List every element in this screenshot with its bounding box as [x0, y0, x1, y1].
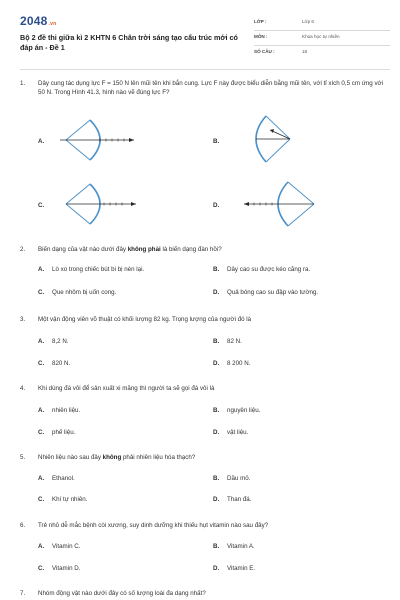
question-text — [38, 246, 388, 255]
meta-label: LỚP : — [254, 19, 267, 24]
option-text: Vitamin C. — [52, 543, 81, 550]
logo-text: 2048 — [20, 14, 48, 28]
meta-table — [254, 16, 390, 61]
option-letter: D. — [213, 565, 220, 572]
question-text: Dây cung tác dụng lực F = 150 N lên mũi tên khi bắn cung. Lực F này được biểu diễn bằng mũi tên, với tỉ xích 0,5 cm ứng với 50 N. Trong Hình 41.3, hình nào vẽ đúng lực F? — [38, 80, 383, 96]
site-logo[interactable] — [20, 14, 56, 28]
option-c[interactable] — [38, 565, 80, 574]
option-text: 820 N. — [52, 360, 71, 367]
option-a[interactable] — [38, 338, 69, 347]
meta-row-count — [254, 46, 390, 61]
option-text: Ethanol. — [52, 475, 75, 482]
option-text: Quả bóng cao su đập vào tường. — [227, 289, 319, 296]
option-letter: D. — [213, 289, 220, 296]
question-text: Trẻ nhỏ dễ mắc bệnh còi xương, suy dinh dưỡng khi thiếu hụt vitamin nào sau đây? — [38, 522, 269, 529]
logo-suffix: .vn — [48, 21, 57, 27]
meta-row-class — [254, 16, 390, 31]
option-letter-a[interactable]: A. — [38, 138, 45, 145]
option-a[interactable] — [38, 475, 75, 484]
option-text: 8 200 N. — [227, 360, 251, 367]
option-c[interactable] — [38, 429, 75, 438]
option-letter: B. — [213, 338, 220, 345]
question-number: 1. — [20, 80, 26, 87]
question-text: Một vận động viên võ thuật có khối lượng 82 kg. Trọng lượng của người đó là — [38, 316, 252, 323]
question-number: 7. — [20, 590, 26, 597]
option-text: nhiên liệu. — [52, 407, 81, 414]
option-letter: C. — [38, 429, 45, 436]
question-5 — [20, 454, 390, 506]
option-b[interactable] — [213, 338, 242, 347]
meta-value: Khoa học tự nhiên — [302, 34, 340, 39]
option-letter-d[interactable]: D. — [213, 202, 220, 209]
option-letter: C. — [38, 565, 45, 572]
option-letter: A. — [38, 543, 45, 550]
option-letter: C. — [38, 496, 45, 503]
question-text-part: Biến dạng của vật nào dưới đây — [38, 246, 128, 253]
option-d[interactable] — [213, 360, 250, 369]
option-a[interactable] — [38, 407, 80, 416]
question-3 — [20, 316, 390, 368]
meta-value: 18 — [302, 49, 308, 54]
question-1 — [20, 80, 390, 220]
meta-label: MÔN : — [254, 34, 268, 39]
question-number: 2. — [20, 246, 26, 253]
option-letter-b[interactable]: B. — [213, 138, 220, 145]
option-text: Vitamin A. — [227, 543, 255, 550]
question-2 — [20, 246, 390, 298]
option-d[interactable] — [213, 565, 255, 574]
question-7 — [20, 590, 390, 600]
option-letter: D. — [213, 429, 220, 436]
option-c[interactable] — [38, 496, 87, 505]
option-letter: B. — [213, 475, 220, 482]
option-text: Dây cao su được kéo căng ra. — [227, 266, 311, 273]
option-text: Than đá. — [227, 496, 252, 503]
question-number: 6. — [20, 522, 26, 529]
option-d[interactable] — [213, 429, 248, 438]
question-text-part: Nhiên liệu nào sau đây — [38, 454, 103, 461]
question-text-emphasis: không phải — [127, 246, 161, 253]
option-d[interactable] — [213, 289, 318, 298]
option-letter: A. — [38, 407, 45, 414]
option-letter: D. — [213, 360, 220, 367]
option-letter: A. — [38, 475, 45, 482]
bow-arrow-right-icon — [60, 182, 140, 226]
option-letter: B. — [213, 543, 220, 550]
option-text: Vitamin D. — [52, 565, 81, 572]
question-6 — [20, 522, 390, 574]
option-text: 8,2 N. — [52, 338, 69, 345]
option-text: Que nhôm bị uốn cong. — [52, 289, 117, 296]
bow-arrow-right-icon — [60, 118, 140, 162]
option-a[interactable] — [38, 266, 144, 275]
document-title: Bộ 2 đề thi giữa kì 2 KHTN 6 Chân trời sáng tạo cấu trúc mới có đáp án - Đề 1 — [20, 33, 238, 52]
option-text: phế liệu. — [52, 429, 76, 436]
question-number: 4. — [20, 385, 26, 392]
meta-value: Lớp 6 — [302, 19, 314, 24]
question-text — [38, 454, 388, 463]
option-c[interactable] — [38, 360, 70, 369]
option-d[interactable] — [213, 496, 251, 505]
document-header — [20, 14, 390, 70]
option-b[interactable] — [213, 407, 260, 416]
option-text: Lò xo trong chiếc bút bi bị nén lại. — [52, 266, 145, 273]
option-text: 82 N. — [227, 338, 242, 345]
question-text-part: phải nhiên liệu hóa thạch? — [121, 454, 196, 461]
option-b[interactable] — [213, 543, 255, 552]
option-text: vật liệu. — [227, 429, 249, 436]
header-divider — [20, 69, 390, 70]
option-letter: B. — [213, 266, 220, 273]
question-text-part: là biến dạng đàn hồi? — [160, 246, 222, 253]
question-4 — [20, 385, 390, 437]
option-letter-c[interactable]: C. — [38, 202, 45, 209]
option-text: Khí tự nhiên. — [52, 496, 88, 503]
option-text: Dầu mỏ. — [227, 475, 251, 482]
option-letter: A. — [38, 338, 45, 345]
option-letter: C. — [38, 360, 45, 367]
question-text: Khi dùng đá vôi để sản xuất xi măng thì người ta sẽ gọi đá vôi là — [38, 385, 215, 392]
option-text: nguyên liệu. — [227, 407, 261, 414]
bow-arrow-left-icon — [242, 180, 322, 228]
question-text: Nhóm động vật nào dưới đây có số lượng loài đa dạng nhất? — [38, 590, 206, 597]
meta-row-subject — [254, 31, 390, 46]
question-number: 5. — [20, 454, 26, 461]
question-text-emphasis: không — [102, 454, 122, 461]
question-number: 3. — [20, 316, 26, 323]
meta-label: SỐ CÂU : — [254, 49, 275, 54]
option-letter: D. — [213, 496, 220, 503]
option-b[interactable] — [213, 475, 250, 484]
bow-arrow-inward-icon — [242, 114, 302, 164]
option-letter: B. — [213, 407, 220, 414]
option-b[interactable] — [213, 266, 310, 275]
option-text: Vitamin E. — [227, 565, 256, 572]
option-a[interactable] — [38, 543, 80, 552]
option-c[interactable] — [38, 289, 116, 298]
option-letter: A. — [38, 266, 45, 273]
option-letter: C. — [38, 289, 45, 296]
